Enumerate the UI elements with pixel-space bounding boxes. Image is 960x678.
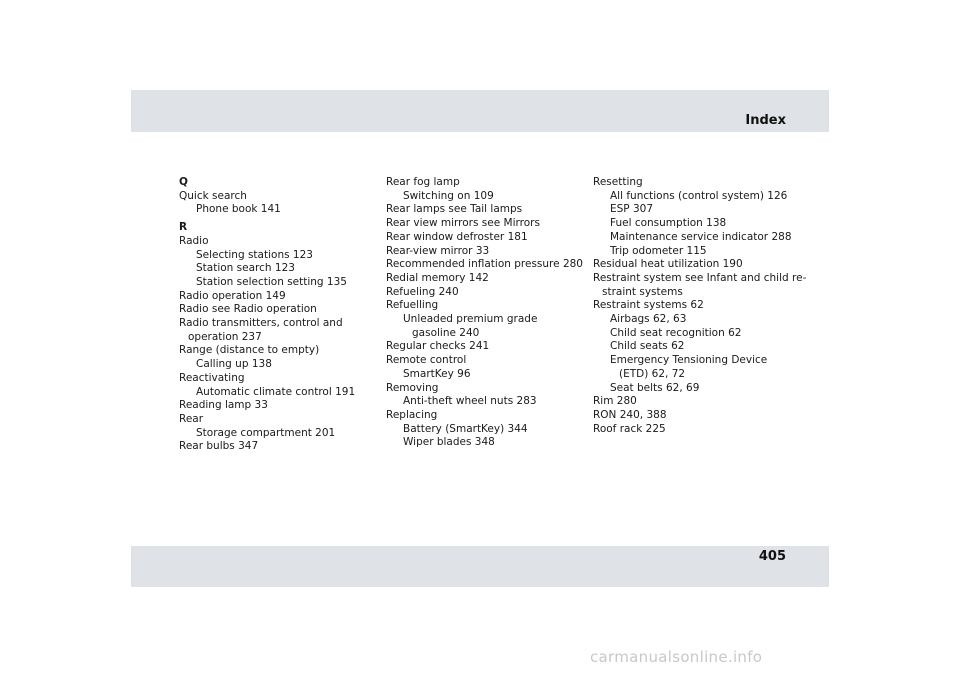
- index-section-letter: R: [179, 221, 188, 234]
- index-subentry-continuation: (ETD) 62, 72: [619, 367, 686, 380]
- index-subentry: Station selection setting 135: [196, 275, 347, 288]
- index-subentry: SmartKey 96: [403, 367, 471, 380]
- index-column-1: [179, 176, 379, 454]
- watermark-text: carmanualsonline.info: [590, 648, 763, 666]
- index-entry: Quick search: [179, 189, 247, 202]
- index-subentry: Selecting stations 123: [196, 248, 313, 261]
- index-entry: Reactivating: [179, 371, 245, 384]
- index-entry: Replacing: [386, 408, 438, 421]
- index-subentry: Child seats 62: [610, 340, 685, 353]
- index-subentry: Automatic climate control 191: [196, 385, 356, 398]
- index-subentry: Unleaded premium grade: [403, 313, 538, 326]
- index-subentry-continuation: gasoline 240: [412, 326, 480, 339]
- index-entry: Refuelling: [386, 299, 439, 312]
- index-entry: Removing: [386, 381, 439, 394]
- index-entry: Radio: [179, 234, 209, 247]
- index-subentry: Battery (SmartKey) 344: [403, 422, 528, 435]
- index-entry-continuation: straint systems: [602, 285, 683, 298]
- index-entry: Resetting: [593, 176, 643, 188]
- index-subentry: Calling up 138: [196, 358, 272, 371]
- index-subentry: Seat belts 62, 69: [610, 381, 700, 394]
- index-entry: Rear window defroster 181: [386, 230, 528, 243]
- index-subentry: Maintenance service indicator 288: [610, 230, 792, 243]
- index-subentry: Emergency Tensioning Device: [610, 354, 768, 367]
- page-number: 405: [758, 549, 786, 564]
- index-subentry: Trip odometer 115: [610, 244, 707, 257]
- index-entry: Refueling 240: [386, 285, 459, 298]
- index-entry: RON 240, 388: [593, 408, 667, 421]
- index-entry: Range (distance to empty): [179, 344, 320, 357]
- index-subentry: Switching on 109: [403, 189, 494, 202]
- index-entry: Reading lamp 33: [179, 399, 268, 412]
- index-entry: Rear bulbs 347: [179, 440, 259, 453]
- index-subentry: Airbags 62, 63: [610, 313, 687, 326]
- index-subentry: All functions (control system) 126: [610, 189, 788, 202]
- index-entry: Rear-view mirror 33: [386, 244, 490, 257]
- header-band: [131, 90, 829, 132]
- index-subentry: Fuel consumption 138: [610, 217, 727, 230]
- index-entry: Restraint systems 62: [593, 299, 704, 312]
- index-column-2: [386, 176, 582, 450]
- index-entry: Rim 280: [593, 395, 637, 408]
- index-subentry: ESP 307: [610, 203, 654, 216]
- index-subentry: Station search 123: [196, 262, 295, 275]
- page-title: Index: [745, 113, 786, 128]
- index-subentry: Storage compartment 201: [196, 426, 336, 439]
- index-column-3: [593, 176, 807, 436]
- index-subentry: Child seat recognition 62: [610, 326, 742, 339]
- index-subentry: Phone book 141: [196, 203, 281, 216]
- index-entry: Rear view mirrors see Mirrors: [386, 217, 540, 230]
- index-entry: Recommended inflation pressure 280: [386, 258, 583, 271]
- index-entry: Rear lamps see Tail lamps: [386, 203, 523, 216]
- index-entry: Roof rack 225: [593, 422, 666, 435]
- index-entry: Rear: [179, 412, 204, 425]
- index-entry: Radio see Radio operation: [179, 303, 317, 316]
- index-entry-continuation: operation 237: [188, 330, 262, 343]
- index-subentry: Wiper blades 348: [403, 436, 495, 449]
- index-subentry: Anti-theft wheel nuts 283: [403, 395, 537, 408]
- footer-band: [131, 546, 829, 587]
- index-section-letter: Q: [179, 176, 188, 188]
- index-entry: Restraint system see Infant and child re-: [593, 271, 807, 284]
- index-entry: Residual heat utilization 190: [593, 258, 743, 271]
- index-entry: Remote control: [386, 354, 467, 367]
- index-entry: Radio operation 149: [179, 289, 286, 302]
- index-entry: Regular checks 241: [386, 340, 490, 353]
- index-entry: Radio transmitters, control and: [179, 317, 343, 330]
- index-entry: Redial memory 142: [386, 271, 489, 284]
- index-entry: Rear fog lamp: [386, 176, 460, 188]
